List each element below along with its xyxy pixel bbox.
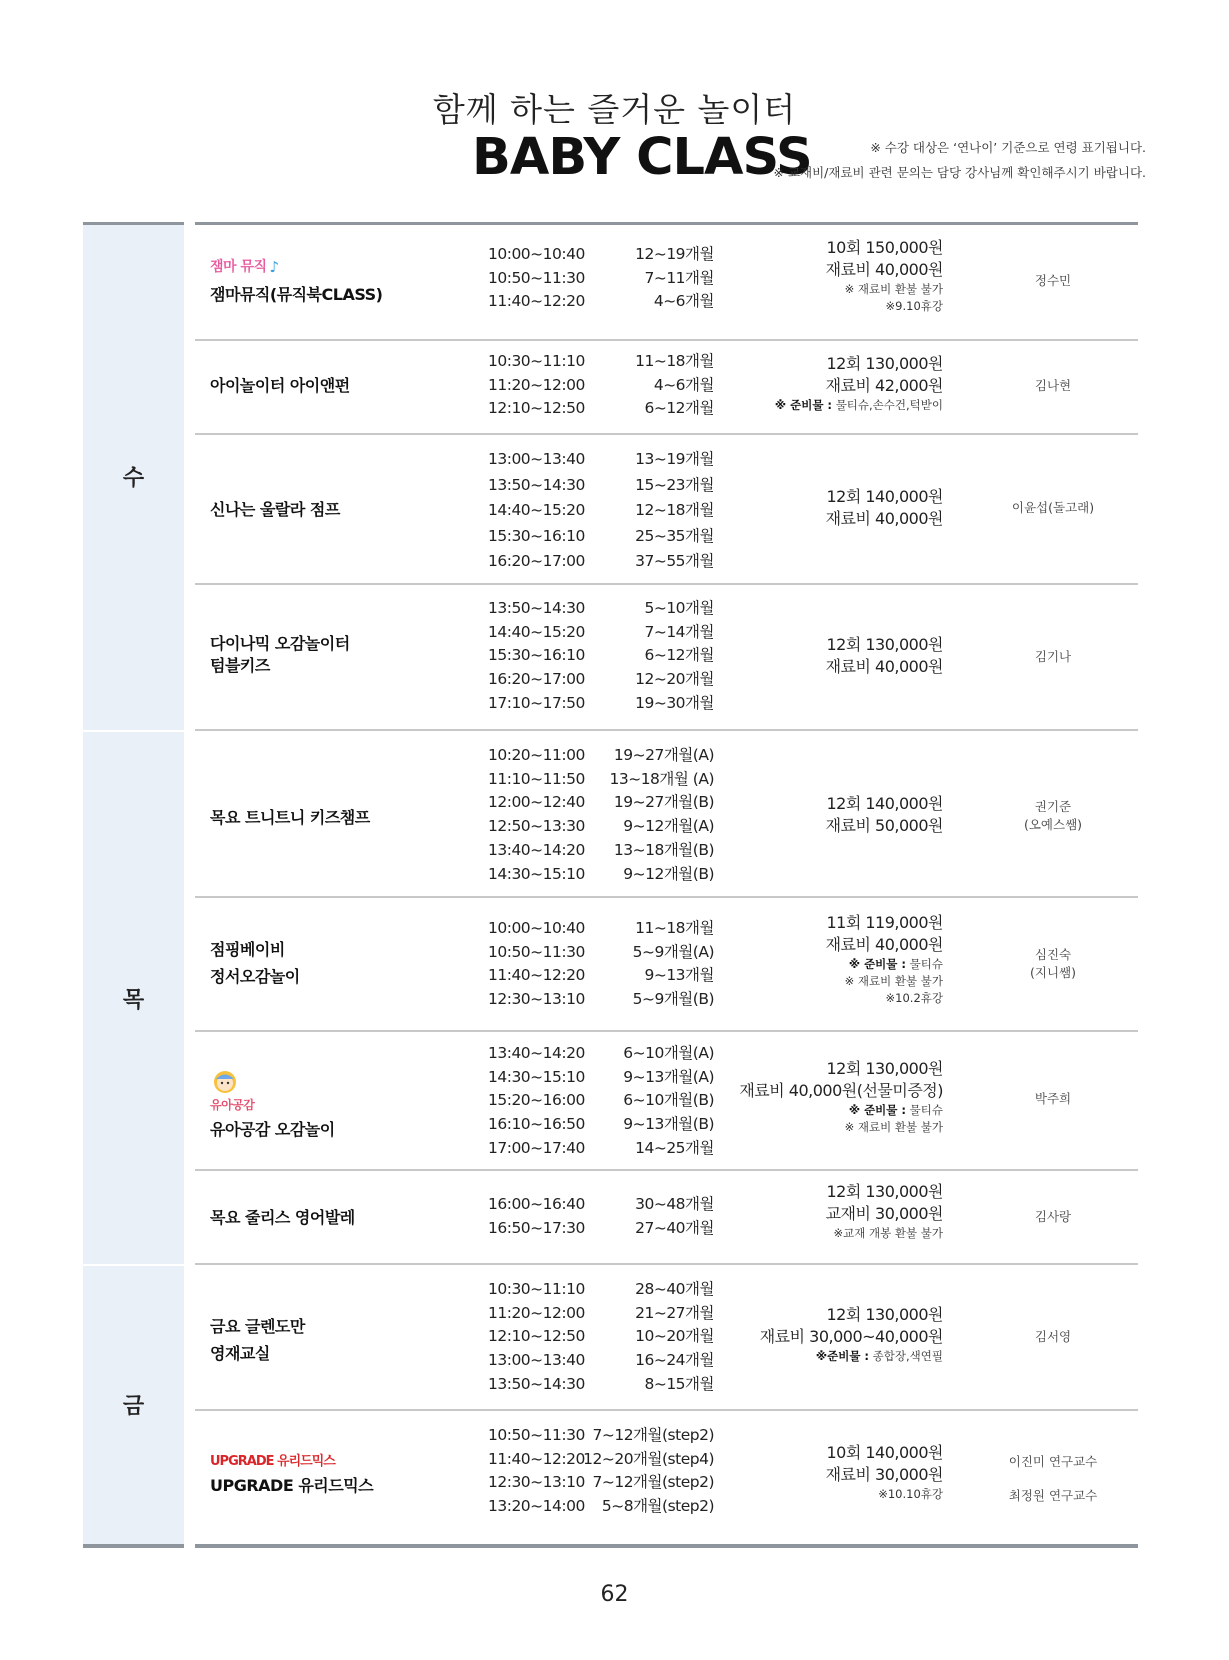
- class-name: [210, 254, 382, 308]
- teacher-name: 정수민: [1034, 273, 1072, 288]
- class-ages: [580, 917, 714, 1012]
- teacher: [968, 1208, 1138, 1226]
- age-range: 12~19개월: [635, 245, 714, 263]
- teacher: [968, 377, 1138, 395]
- teacher: [968, 1090, 1138, 1108]
- row-divider: [195, 729, 1138, 731]
- teacher-name: 김서영: [1034, 1329, 1072, 1344]
- jamma-logo-text: 잼마 뮤직: [210, 259, 267, 275]
- supplies-note: ※ 준비물 : 물티슈: [848, 957, 943, 971]
- day-label-wed: 수: [122, 466, 145, 491]
- class-ages: [580, 1278, 714, 1397]
- time-slot: 16:20~17:00: [488, 552, 585, 570]
- teacher-name: 이진미 연구교수: [1008, 1454, 1098, 1469]
- teacher: [968, 946, 1138, 982]
- age-range: 30~48개월: [635, 1195, 714, 1213]
- class-fees: [720, 1058, 943, 1136]
- teacher: [968, 798, 1138, 834]
- time-slot: 16:50~17:30: [488, 1218, 585, 1237]
- class-name: [210, 936, 300, 990]
- age-range: 6~12개월: [644, 646, 714, 665]
- age-range: 9~12개월(B): [623, 864, 714, 883]
- header-notes: [774, 135, 1147, 185]
- table-bottom-rule: [195, 1544, 1138, 1548]
- time-slot: 10:50~11:30: [488, 268, 585, 287]
- age-range: 8~15개월: [644, 1374, 714, 1393]
- age-range: 19~27개월(A): [613, 746, 714, 764]
- class-fees: [720, 634, 943, 678]
- time-slot: 13:50~14:30: [488, 1374, 585, 1393]
- class-fees: [720, 486, 943, 530]
- age-range: 5~9개월(A): [632, 942, 714, 961]
- age-range: 11~18개월: [635, 919, 714, 937]
- time-slot: 13:00~13:40: [488, 450, 585, 468]
- teacher-name: 권기준: [1034, 799, 1072, 814]
- age-range: 5~10개월: [644, 599, 714, 617]
- age-range: 10~20개월: [635, 1327, 714, 1346]
- teacher-name: 김나현: [1034, 378, 1072, 393]
- time-slot: 16:10~16:50: [488, 1115, 585, 1134]
- time-slot: 12:30~13:10: [488, 1473, 585, 1492]
- table-bottom-rule: [83, 1544, 184, 1548]
- fee-note: ※10.2휴강: [885, 991, 943, 1005]
- page-number: 62: [600, 1582, 629, 1607]
- tuition-fee: 10회 140,000원: [826, 1443, 943, 1462]
- page-subtitle: 함께 하는 즐거운 놀이터: [432, 90, 797, 129]
- time-slot: 12:00~12:40: [488, 793, 585, 812]
- row-divider: [195, 896, 1138, 898]
- age-range: 6~10개월(B): [623, 1091, 714, 1110]
- row-divider: [195, 1409, 1138, 1411]
- row-divider: [195, 339, 1138, 341]
- teacher: [968, 1328, 1138, 1346]
- day-label-thu: 목: [122, 988, 145, 1013]
- age-range: 7~14개월: [644, 622, 714, 641]
- time-slot: 15:30~16:10: [488, 646, 585, 665]
- material-fee: 재료비 40,000원: [825, 935, 943, 954]
- time-slot: 16:20~17:00: [488, 670, 585, 689]
- tuition-fee: 12회 140,000원: [826, 794, 943, 813]
- time-slot: 10:00~10:40: [488, 919, 585, 937]
- class-name: [210, 633, 350, 677]
- age-range: 9~13개월(A): [623, 1067, 714, 1086]
- supplies-note: ※ 준비물 : 물티슈: [848, 1103, 943, 1117]
- teacher-nickname: (지니쌤): [1030, 965, 1076, 980]
- time-slot: 14:40~15:20: [488, 622, 585, 641]
- time-slot: 11:40~12:20: [488, 292, 585, 311]
- time-slot: 11:40~12:20: [488, 1449, 585, 1468]
- time-slot: 12:50~13:30: [488, 817, 585, 836]
- time-slot: 12:10~12:50: [488, 1327, 585, 1346]
- time-slot: 13:50~14:30: [488, 599, 585, 617]
- teacher-name: 심진숙: [1034, 947, 1072, 962]
- class-fees: [720, 1181, 943, 1242]
- class-title-line: 잼마뮤직(뮤직북CLASS): [210, 285, 383, 304]
- teacher-nickname: (오예스쌤): [1023, 817, 1083, 832]
- age-range: 14~25개월: [635, 1138, 714, 1157]
- time-slot: 11:10~11:50: [488, 769, 585, 788]
- class-ages: [580, 597, 714, 716]
- time-slot: 10:50~11:30: [488, 942, 585, 961]
- child-face-icon: [210, 1068, 240, 1094]
- material-fee: 재료비 40,000원: [825, 260, 943, 279]
- class-title-line: 다이나믹 오감놀이터: [210, 634, 350, 653]
- material-fee: 재료비 42,000원: [825, 376, 943, 395]
- age-range: 21~27개월: [635, 1303, 714, 1322]
- time-slot: 15:20~16:00: [488, 1091, 585, 1110]
- teacher: [968, 1445, 1138, 1513]
- day-column: [83, 222, 184, 1544]
- day-separator: [83, 730, 184, 732]
- age-range: 12~20개월: [635, 670, 714, 689]
- teacher: [968, 272, 1138, 290]
- class-ages: [580, 243, 714, 314]
- time-slot: 10:00~10:40: [488, 245, 585, 263]
- time-slot: 17:00~17:40: [488, 1138, 585, 1157]
- time-slot: 10:30~11:10: [488, 352, 585, 370]
- age-range: 9~13개월: [644, 966, 714, 985]
- material-fee: 재료비 40,000원: [825, 657, 943, 676]
- age-range: 6~12개월: [644, 399, 714, 418]
- fee-note: ※10.10휴강: [878, 1487, 943, 1501]
- age-range: 19~27개월(B): [613, 793, 714, 812]
- class-title-line: 텀블키즈: [210, 656, 270, 675]
- age-range: 5~8개월(step2): [601, 1497, 714, 1516]
- yuagonggam-logo-text: 유아공감: [210, 1098, 255, 1112]
- time-slot: 11:20~12:00: [488, 375, 585, 394]
- tuition-fee: 12회 130,000원: [826, 1059, 943, 1078]
- teacher: [968, 648, 1138, 666]
- tuition-fee: 12회 130,000원: [826, 354, 943, 373]
- age-range: 7~11개월: [644, 268, 714, 287]
- time-slot: 10:20~11:00: [488, 746, 585, 764]
- teacher: [968, 499, 1138, 517]
- age-range: 13~19개월: [635, 450, 714, 468]
- row-divider: [195, 583, 1138, 585]
- age-range: 9~13개월(B): [623, 1115, 714, 1134]
- class-title-line: 정서오감놀이: [210, 967, 300, 986]
- class-fees: [720, 912, 943, 1007]
- age-range: 13~18개월(B): [613, 840, 714, 859]
- class-name: [210, 804, 370, 831]
- age-range: 12~20개월(step4): [583, 1449, 714, 1468]
- time-slot: 16:00~16:40: [488, 1195, 585, 1213]
- class-ages: [560, 1424, 714, 1519]
- class-ages: [580, 350, 714, 421]
- time-slot: 14:40~15:20: [488, 501, 585, 519]
- teacher-name: 김사랑: [1034, 1209, 1072, 1224]
- teacher-name: 최정원 연구교수: [1008, 1488, 1098, 1503]
- class-title-line: UPGRADE 유리드믹스: [210, 1476, 374, 1495]
- class-ages: [580, 1193, 714, 1240]
- material-fee: 재료비 40,000원(선물미증정): [739, 1081, 943, 1100]
- tuition-fee: 12회 140,000원: [826, 487, 943, 506]
- class-fees: [720, 237, 943, 315]
- age-range: 15~23개월: [635, 475, 714, 494]
- age-range: 19~30개월: [635, 693, 714, 712]
- age-range: 4~6개월: [653, 375, 714, 394]
- class-title-line: 신나는 울랄라 점프: [210, 500, 340, 519]
- tuition-fee: 12회 130,000원: [826, 1182, 943, 1201]
- class-title-line: 금요 글렌도만: [210, 1317, 305, 1336]
- age-range: 7~12개월(step2): [592, 1426, 714, 1444]
- fee-note: ※ 재료비 환불 불가: [844, 974, 943, 988]
- fee-note: ※ 재료비 환불 불가: [844, 1120, 943, 1134]
- age-range: 7~12개월(step2): [592, 1473, 714, 1492]
- age-range: 6~10개월(A): [623, 1044, 714, 1062]
- class-title-line: 영재교실: [210, 1344, 270, 1363]
- time-slot: 15:30~16:10: [488, 526, 585, 545]
- time-slot: 11:40~12:20: [488, 966, 585, 985]
- teacher-name: 이윤섭(돌고래): [1011, 500, 1095, 515]
- time-slot: 13:40~14:20: [488, 1044, 585, 1062]
- class-name: [210, 496, 340, 523]
- time-slot: 14:30~15:10: [488, 864, 585, 883]
- material-fee: 재료비 40,000원: [825, 509, 943, 528]
- time-slot: 13:40~14:20: [488, 840, 585, 859]
- class-name: [210, 372, 350, 399]
- material-fee: 교재비 30,000원: [825, 1204, 943, 1223]
- row-divider: [195, 1030, 1138, 1032]
- age-range: 9~12개월(A): [623, 817, 714, 836]
- time-slot: 10:30~11:10: [488, 1280, 585, 1298]
- class-title-line: 점핑베이비: [210, 940, 285, 959]
- class-fees: [720, 1442, 943, 1503]
- class-fees: [720, 353, 943, 414]
- class-title-line: 목요 줄리스 영어발레: [210, 1208, 355, 1227]
- time-slot: 13:00~13:40: [488, 1351, 585, 1370]
- class-name: [210, 1068, 335, 1143]
- class-title-line: 유아공감 오감놀이: [210, 1120, 335, 1139]
- fee-note: ※ 재료비 환불 불가: [844, 282, 943, 296]
- tuition-fee: 12회 130,000원: [826, 635, 943, 654]
- row-divider: [195, 1263, 1138, 1265]
- age-range: 13~18개월 (A): [609, 769, 714, 788]
- class-title-line: 목요 트니트니 키즈챔프: [210, 808, 370, 827]
- time-slot: 11:20~12:00: [488, 1303, 585, 1322]
- yuagonggam-logo: [210, 1068, 335, 1116]
- class-title-line: 아이놀이터 아이앤펀: [210, 376, 350, 395]
- class-ages: [580, 744, 714, 886]
- material-fee: 재료비 30,000~40,000원: [759, 1327, 943, 1346]
- supplies-note: ※준비물 : 종합장,색연필: [815, 1349, 943, 1363]
- class-name: [210, 1452, 373, 1499]
- time-slot: 12:30~13:10: [488, 990, 585, 1009]
- class-name: [210, 1204, 355, 1231]
- music-note-icon: ♪: [269, 258, 279, 276]
- age-range: 27~40개월: [635, 1218, 714, 1237]
- upgrade-eurhythmics-logo: UPGRADE 유리드믹스: [210, 1454, 335, 1469]
- teacher-name: 김기나: [1034, 649, 1072, 664]
- note-fee: ※ 교재비/재료비 관련 문의는 담당 강사님께 확인해주시기 바랍니다.: [773, 165, 1146, 180]
- time-slot: 17:10~17:50: [488, 693, 585, 712]
- day-label-fri: 금: [122, 1394, 145, 1419]
- class-fees: [720, 793, 943, 837]
- time-slot: 12:10~12:50: [488, 399, 585, 418]
- jamma-music-logo: [210, 254, 382, 281]
- time-slot: 10:50~11:30: [488, 1426, 585, 1444]
- class-name: [210, 1313, 305, 1367]
- time-slot: 14:30~15:10: [488, 1067, 585, 1086]
- fee-note: ※9.10휴강: [885, 299, 943, 313]
- row-divider: [195, 433, 1138, 435]
- age-range: 37~55개월: [635, 552, 714, 570]
- age-range: 12~18개월: [635, 501, 714, 519]
- tuition-fee: 10회 150,000원: [826, 238, 943, 257]
- day-separator: [83, 1264, 184, 1266]
- age-range: 25~35개월: [635, 526, 714, 545]
- age-range: 16~24개월: [635, 1351, 714, 1370]
- tuition-fee: 12회 130,000원: [826, 1305, 943, 1324]
- material-fee: 재료비 50,000원: [825, 816, 943, 835]
- age-range: 5~9개월(B): [632, 990, 714, 1009]
- teacher-name: 박주희: [1034, 1091, 1072, 1106]
- class-fees: [720, 1304, 943, 1365]
- table-top-rule: [195, 222, 1138, 225]
- supplies-note: ※ 준비물 : 물티슈,손수건,턱받이: [774, 398, 943, 412]
- page-title: BABY CLASS: [472, 128, 812, 187]
- age-range: 11~18개월: [635, 352, 714, 370]
- class-ages: [580, 1042, 714, 1161]
- age-range: 4~6개월: [653, 292, 714, 311]
- time-slot: 13:50~14:30: [488, 475, 585, 494]
- age-range: 28~40개월: [635, 1280, 714, 1298]
- fee-note: ※교재 개봉 환불 불가: [833, 1226, 943, 1240]
- tuition-fee: 11회 119,000원: [826, 913, 943, 932]
- class-ages: [580, 447, 714, 575]
- row-divider: [195, 1169, 1138, 1171]
- material-fee: 재료비 30,000원: [825, 1465, 943, 1484]
- note-age: ※ 수강 대상은 ‘연나이’ 기준으로 연령 표기됩니다.: [870, 140, 1146, 155]
- time-slot: 13:20~14:00: [488, 1497, 585, 1516]
